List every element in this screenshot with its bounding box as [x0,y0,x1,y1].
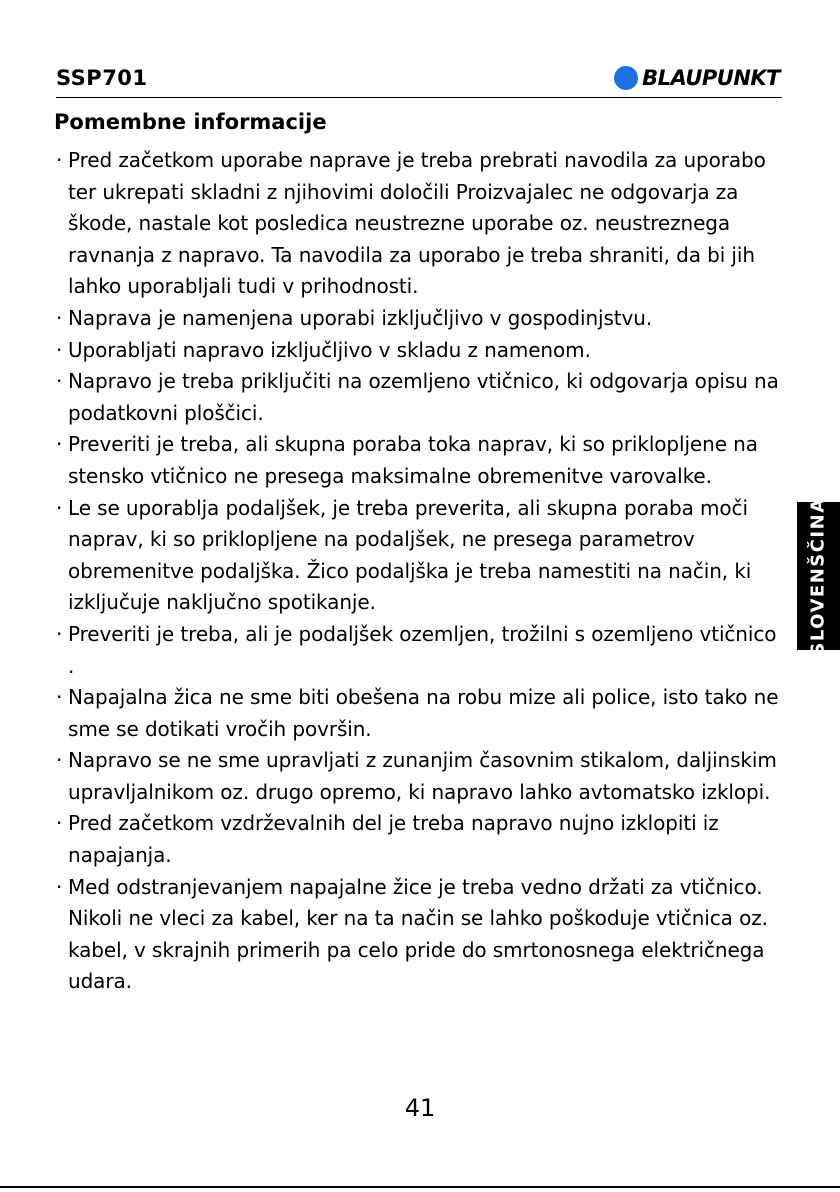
page-number: 41 [404,1094,436,1122]
brand-dot-icon [614,66,638,90]
list-item: · Med odstranjevanjem napajalne žice je treba vedno držati za vtičnico. Nikoli ne vleci za kabel, ker na ta način se lahko poškoduje vtičnica oz. kabel, v skrajnih primerih pa celo pride do smrtonosnega električnega udara. [56,872,786,998]
section-title: Pomembne informacije [54,110,327,134]
list-item: · Pred začetkom uporabe naprave je treba prebrati navodila za uporabo ter ukrepati skladni z njihovimi določili Proizvajalec ne odgovarja za škode, nastale kot posledica neustrezne uporabe oz. neustreznega ravnanja z napravo. Ta navodila za uporabo je treba shraniti, da bi jih lahko uporabljali tudi v prihodnosti. [56,145,786,303]
list-item: · Preveriti je treba, ali skupna poraba toka naprav, ki so priklopljene na stensko vtičnico ne presega maksimalne obremenitve varovalke. [56,429,786,492]
list-item: · Napravo se ne sme upravljati z zunanjim časovnim stikalom, daljinskim upravljalnikom oz. drugo opremo, ki napravo lahko avtomatsko izklopi. [56,745,786,808]
list-item: · Naprava je namenjena uporabi izključljivo v gospodinjstvu. [56,303,786,335]
list-item: · Preveriti je treba, ali je podaljšek ozemljen, trožilni s ozemljeno vtičnico . [56,619,786,682]
footer-divider [0,1186,840,1188]
model-number: SSP701 [56,66,148,90]
instruction-list [56,145,786,998]
header-divider [56,97,782,98]
language-tab [797,496,840,656]
brand-name: BLAUPUNKT [642,66,780,90]
list-item: · Uporabljati napravo izključljivo v skladu z namenom. [56,335,786,367]
list-item: · Pred začetkom vzdrževalnih del je treba napravo nujno izklopiti iz napajanja. [56,808,786,871]
list-item: · Napravo je treba priključiti na ozemljeno vtičnico, ki odgovarja opisu na podatkovni ploščici. [56,366,786,429]
list-item: · Napajalna žica ne sme biti obešena na robu mize ali police, isto tako ne sme se dotikati vročih površin. [56,682,786,745]
language-tab-label: SLOVENŠČINA [808,496,829,656]
list-item: · Le se uporablja podaljšek, je treba preverita, ali skupna poraba moči naprav, ki so priklopljene na podaljšek, ne presega parametrov obremenitve podaljška. Žico podaljška je treba namestiti na način, ki izključuje naključno spotikanje. [56,493,786,619]
brand-logo [614,64,780,92]
